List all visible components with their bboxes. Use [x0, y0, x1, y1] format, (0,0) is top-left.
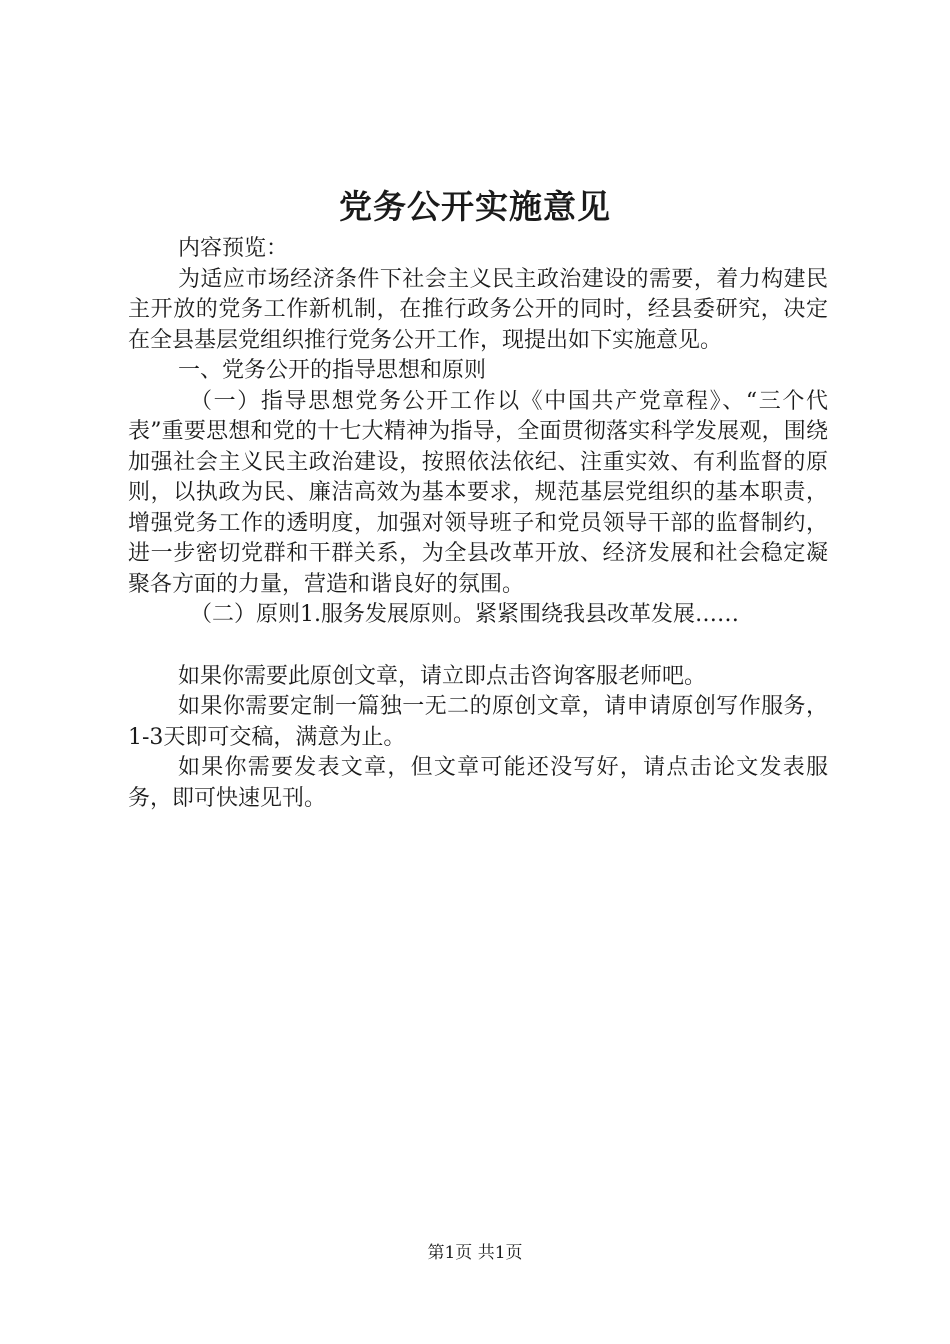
promotion-publishing-link[interactable]: 如果你需要发表文章，但文章可能还没写好，请点击论文发表服务，即可快速见刊。: [128, 755, 828, 811]
preview-label: 内容预览：: [178, 236, 289, 261]
promotion-custom-writing-link[interactable]: 如果你需要定制一篇独一无二的原创文章，请申请原创写作服务，1-3天即可交稿，满意为止。: [128, 694, 828, 750]
promotion-consult-link[interactable]: 如果你需要此原创文章，请立即点击咨询客服老师吧。: [178, 663, 707, 689]
paragraph-guiding-thought: （一）指导思想党务公开工作以《中国共产党章程》、“三个代表”重要思想和党的十七大精神为指导，全面贯彻落实科学发展观，围绕加强社会主义民主政治建设，按照依法依纪、注重实效、有利监督的原则，以执政为民、廉洁高效为基本要求，规范基层党组织的基本职责，增强党务工作的透明度，加强对领导班子和党员领导干部的监督制约，进一步密切党群和干群关系，为全县改革开放、经济发展和社会稳定凝聚各方面的力量，营造和谐良好的氛围。: [128, 388, 828, 597]
page-footer: 第1页 共1页: [427, 1243, 523, 1263]
section-heading-one: 一、党务公开的指导思想和原则: [178, 358, 487, 383]
document-title: 党务公开实施意见: [339, 187, 611, 226]
paragraph-intro: 为适应市场经济条件下社会主义民主政治建设的需要，着力构建民主开放的党务工作新机制，在推行政务公开的同时，经县委研究，决定在全县基层党组织推行党务公开工作，现提出如下实施意见。: [128, 266, 828, 353]
document-body: [128, 234, 828, 814]
paragraph-principles: （二）原则1.服务发展原则。紧紧围绕我县改革发展……: [190, 602, 739, 627]
